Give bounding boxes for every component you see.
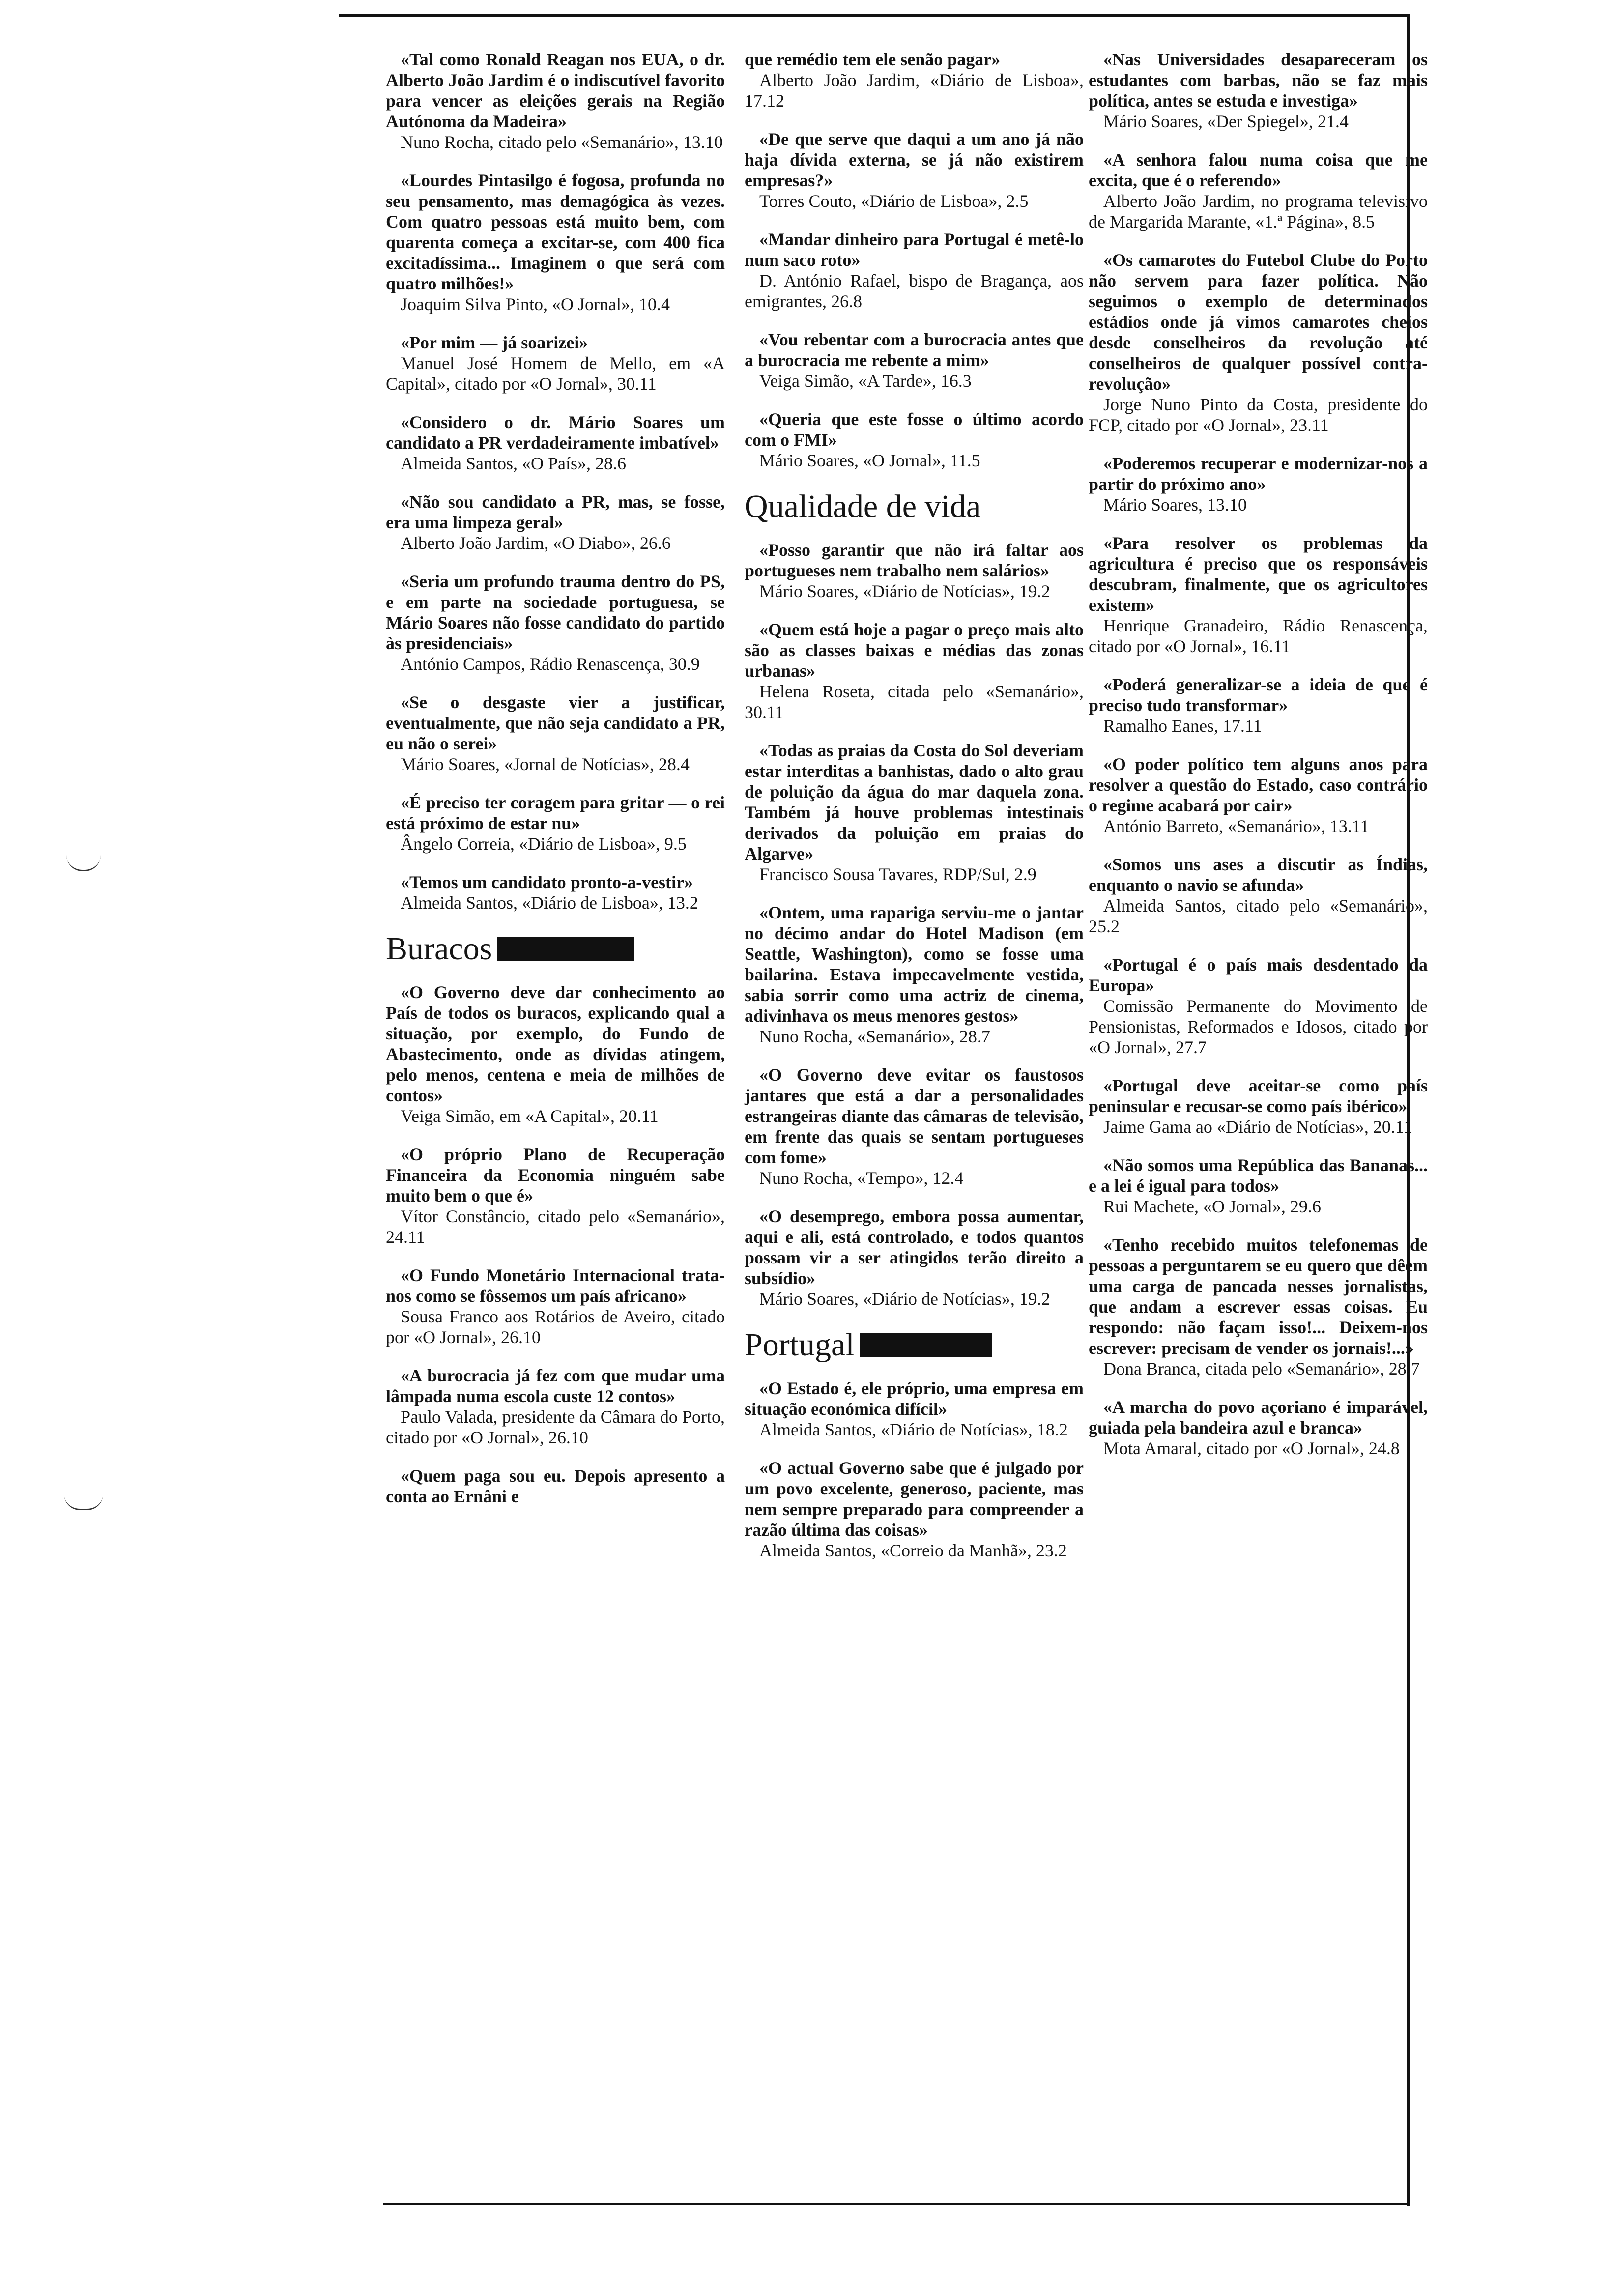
quote-item bbox=[1089, 533, 1428, 657]
quote-text: «Considero o dr. Mário Soares um candidato a PR verdadeiramente imbatível» bbox=[386, 412, 725, 453]
heading-bar bbox=[860, 1333, 992, 1357]
quote-source: Alberto João Jardim, «Diário de Lisboa», 17.12 bbox=[745, 70, 1084, 111]
quote-text: «Somos uns ases a discutir as Índias, enquanto o navio se afunda» bbox=[1089, 855, 1428, 895]
quote-item bbox=[745, 1206, 1084, 1309]
quote-item bbox=[745, 129, 1084, 211]
quote-text: «O próprio Plano de Recuperação Financeira da Economia ninguém sabe muito bem o que é» bbox=[386, 1145, 725, 1205]
quote-source: Joaquim Silva Pinto, «O Jornal», 10.4 bbox=[401, 294, 670, 314]
quote-item bbox=[1089, 954, 1428, 1058]
quote-source: Mário Soares, «Der Spiegel», 21.4 bbox=[1103, 112, 1349, 131]
quote-item bbox=[386, 692, 725, 775]
section-title: Qualidade de vida bbox=[745, 488, 981, 524]
quote-text: «Quem está hoje a pagar o preço mais alto são as classes baixas e médias das zonas urbanas» bbox=[745, 620, 1084, 681]
quote-item bbox=[386, 571, 725, 674]
quote-list bbox=[386, 982, 725, 1507]
quote-text: «Não sou candidato a PR, mas, se fosse, era uma limpeza geral» bbox=[386, 492, 725, 532]
quote-source: Veiga Simão, «A Tarde», 16.3 bbox=[759, 371, 972, 391]
quote-source: Vítor Constâncio, citado pelo «Semanário», 24.11 bbox=[386, 1206, 725, 1247]
quote-text: «A burocracia já fez com que mudar uma lâmpada numa escola custe 12 contos» bbox=[386, 1366, 725, 1406]
quote-source: Dona Branca, citada pelo «Semanário», 28.7 bbox=[1103, 1359, 1420, 1378]
quote-list bbox=[745, 1378, 1084, 1561]
quote-item bbox=[745, 619, 1084, 722]
quote-text: «O Fundo Monetário Internacional trata-nos como se fôssemos um país africano» bbox=[386, 1265, 725, 1306]
quote-item bbox=[1089, 453, 1428, 515]
bottom-rule bbox=[383, 2203, 1408, 2205]
quote-item bbox=[1089, 754, 1428, 836]
quote-text: «A senhora falou numa coisa que me excita, que é o referendo» bbox=[1089, 150, 1428, 190]
quote-source: António Barreto, «Semanário», 13.11 bbox=[1103, 816, 1369, 836]
section-heading-buracos bbox=[386, 931, 725, 967]
column-3 bbox=[1089, 49, 1428, 1476]
quote-text: «Não somos uma República das Bananas... e a lei é igual para todos» bbox=[1089, 1155, 1428, 1196]
quote-text: «Tenho recebido muitos telefonemas de pessoas a perguntarem se eu quero que dêem uma carga de pancada nesses jornalistas, que andam a escrever essas coisas. Eu respondo: não façam isso!... Deixem-nos escrever: precisam de vender os jornais!...» bbox=[1089, 1235, 1428, 1358]
quote-source: Almeida Santos, «Diário de Notícias», 18.2 bbox=[759, 1420, 1068, 1439]
quote-text: «O poder político tem alguns anos para resolver a questão do Estado, caso contrário o regime acabará por cair» bbox=[1089, 754, 1428, 815]
quote-item bbox=[745, 540, 1084, 602]
quote-item bbox=[745, 902, 1084, 1047]
section-title: Buracos bbox=[386, 931, 492, 967]
quote-source: Mário Soares, «O Jornal», 11.5 bbox=[759, 451, 980, 470]
quote-source: Nuno Rocha, «Semanário», 28.7 bbox=[759, 1027, 990, 1046]
section-heading-portugal bbox=[745, 1327, 1084, 1363]
quote-text: «Lourdes Pintasilgo é fogosa, profunda no seu pensamento, mas demagógica às vezes. Com quatro pessoas está muito bem, com quarenta começa a excitar-se, com 400 fica excitadíssima... Imaginem o que será com quatro milhões!» bbox=[386, 171, 725, 293]
quote-item bbox=[1089, 1234, 1428, 1379]
quote-text: «O Estado é, ele próprio, uma empresa em situação económica difícil» bbox=[745, 1378, 1084, 1419]
quote-source: Manuel José Homem de Mello, em «A Capital», citado por «O Jornal», 30.11 bbox=[386, 353, 725, 394]
quote-source: Almeida Santos, «O País», 28.6 bbox=[401, 454, 626, 473]
quote-list bbox=[745, 540, 1084, 1309]
quote-source: Comissão Permanente do Movimento de Pensionistas, Reformados e Idosos, citado por «O Jornal», 27.7 bbox=[1089, 996, 1428, 1057]
quote-source: Nuno Rocha, «Tempo», 12.4 bbox=[759, 1168, 964, 1188]
quote-source: Jaime Gama ao «Diário de Notícias», 20.11 bbox=[1103, 1117, 1412, 1137]
quote-item bbox=[386, 332, 725, 394]
quote-item bbox=[745, 49, 1084, 111]
quote-list bbox=[386, 49, 725, 913]
quote-source: Nuno Rocha, citado pelo «Semanário», 13.10 bbox=[401, 132, 723, 152]
quote-item bbox=[745, 1378, 1084, 1440]
quote-item bbox=[745, 740, 1084, 885]
quote-text: «Portugal deve aceitar-se como país peninsular e recusar-se como país ibérico» bbox=[1089, 1076, 1428, 1116]
quote-text: «Ontem, uma rapariga serviu-me o jantar no décimo andar do Hotel Madison (em Seattle, Washington), como se fosse uma bailarina. Estava impecavelmente vestida, sabia sorrir como uma actriz de cinema, adivinhava os meus menores gestos» bbox=[745, 903, 1084, 1026]
quote-source: Ângelo Correia, «Diário de Lisboa», 9.5 bbox=[401, 834, 687, 854]
top-rule bbox=[339, 14, 1410, 17]
quote-source: D. António Rafael, bispo de Bragança, aos emigrantes, 26.8 bbox=[745, 271, 1084, 311]
quote-text: «Poderá generalizar-se a ideia de que é preciso tudo transformar» bbox=[1089, 675, 1428, 715]
quote-text: «Mandar dinheiro para Portugal é metê-lo num saco roto» bbox=[745, 230, 1084, 270]
quote-text: «Posso garantir que não irá faltar aos portugueses nem trabalho nem salários» bbox=[745, 540, 1084, 580]
quote-item bbox=[386, 1265, 725, 1348]
quote-source: Ramalho Eanes, 17.11 bbox=[1103, 716, 1262, 736]
quote-source: Jorge Nuno Pinto da Costa, presidente do FCP, citado por «O Jornal», 23.11 bbox=[1089, 395, 1428, 435]
quote-item bbox=[386, 491, 725, 553]
quote-text: «Poderemos recuperar e modernizar-nos a partir do próximo ano» bbox=[1089, 454, 1428, 494]
quote-text: «A marcha do povo açoriano é imparável, guiada pela bandeira azul e branca» bbox=[1089, 1397, 1428, 1437]
quote-text: «Seria um profundo trauma dentro do PS, e em parte na sociedade portuguesa, se Mário Soares não fosse candidato do partido às presidenciais» bbox=[386, 572, 725, 653]
quote-item bbox=[386, 1144, 725, 1247]
quote-source: Torres Couto, «Diário de Lisboa», 2.5 bbox=[759, 191, 1029, 211]
quote-item bbox=[386, 1365, 725, 1448]
binding-mark bbox=[66, 855, 101, 871]
quote-item bbox=[386, 872, 725, 913]
quote-item bbox=[386, 49, 725, 152]
quote-item bbox=[386, 170, 725, 315]
quote-item bbox=[1089, 250, 1428, 435]
column-1 bbox=[386, 49, 725, 1524]
quote-text: «O Governo deve dar conhecimento ao País de todos os buracos, explicando qual a situação, por exemplo, do Fundo de Abastecimento, onde as dívidas atingem, pelo menos, centena e meia de milhões de contos» bbox=[386, 982, 725, 1105]
quote-text: «É preciso ter coragem para gritar — o rei está próximo de estar nu» bbox=[386, 793, 725, 833]
quote-source: Francisco Sousa Tavares, RDP/Sul, 2.9 bbox=[759, 864, 1036, 884]
quote-text: «Tal como Ronald Reagan nos EUA, o dr. Alberto João Jardim é o indiscutível favorito para vencer as eleições gerais na Região Autónoma da Madeira» bbox=[386, 50, 725, 131]
quote-source: Mário Soares, «Diário de Notícias», 19.2 bbox=[759, 1289, 1050, 1309]
quote-item bbox=[1089, 1155, 1428, 1217]
quote-item bbox=[745, 329, 1084, 391]
quote-source: Mota Amaral, citado por «O Jornal», 24.8 bbox=[1103, 1438, 1400, 1458]
quote-text: «Todas as praias da Costa do Sol deveriam estar interditas a banhistas, dado o alto grau de poluição da água do mar daquela zona. Também já houve problemas intestinais derivados da poluição em praias do Algarve» bbox=[745, 741, 1084, 863]
quote-source: Almeida Santos, «Diário de Lisboa», 13.2 bbox=[401, 893, 698, 913]
quote-text: «Por mim — já soarizei» bbox=[401, 333, 588, 352]
quote-text: «Se o desgaste vier a justificar, eventualmente, que não seja candidato a PR, eu não o serei» bbox=[386, 692, 725, 753]
quote-item bbox=[1089, 149, 1428, 232]
heading-bar bbox=[497, 937, 634, 961]
quote-text: «Quem paga sou eu. Depois apresento a conta ao Ernâni e bbox=[386, 1466, 725, 1506]
quote-item bbox=[745, 229, 1084, 312]
quote-source: Paulo Valada, presidente da Câmara do Porto, citado por «O Jornal», 26.10 bbox=[386, 1407, 725, 1447]
quote-item bbox=[1089, 674, 1428, 736]
quote-source: Helena Roseta, citada pelo «Semanário», 30.11 bbox=[745, 682, 1084, 722]
quote-source: Alberto João Jardim, «O Diabo», 26.6 bbox=[401, 533, 671, 553]
quote-list bbox=[1089, 49, 1428, 1459]
quote-text: «Temos um candidato pronto-a-vestir» bbox=[401, 872, 693, 892]
quote-list bbox=[745, 49, 1084, 471]
quote-source: Sousa Franco aos Rotários de Aveiro, citado por «O Jornal», 26.10 bbox=[386, 1307, 725, 1347]
quote-source: Rui Machete, «O Jornal», 29.6 bbox=[1103, 1197, 1321, 1216]
quote-source: Mário Soares, «Jornal de Notícias», 28.4 bbox=[401, 754, 690, 774]
quote-item bbox=[386, 982, 725, 1126]
quote-text: «Nas Universidades desapareceram os estudantes com barbas, não se faz mais política, antes se estuda e investiga» bbox=[1089, 50, 1428, 111]
quote-source: Mário Soares, «Diário de Notícias», 19.2 bbox=[759, 581, 1050, 601]
quote-item bbox=[745, 1458, 1084, 1561]
quote-source: Henrique Granadeiro, Rádio Renascença, citado por «O Jornal», 16.11 bbox=[1089, 616, 1428, 656]
quote-item bbox=[1089, 1075, 1428, 1137]
quote-text: «Para resolver os problemas da agricultura é preciso que os responsáveis descubram, finalmente, que os agricultores existem» bbox=[1089, 533, 1428, 615]
quote-source: Alberto João Jardim, no programa televisivo de Margarida Marante, «1.ª Página», 8.5 bbox=[1089, 191, 1428, 231]
section-heading-qualidade-de-vida bbox=[745, 488, 1084, 525]
quote-item bbox=[745, 409, 1084, 471]
quote-item bbox=[1089, 1397, 1428, 1459]
quote-text: «O actual Governo sabe que é julgado por um povo excelente, generoso, paciente, mas nem sempre preparado para compreender a razão última das coisas» bbox=[745, 1458, 1084, 1540]
quote-text: «Vou rebentar com a burocracia antes que a burocracia me rebente a mim» bbox=[745, 330, 1084, 370]
quote-item bbox=[745, 1064, 1084, 1188]
quote-text: «De que serve que daqui a um ano já não haja dívida externa, se já não existirem empresas?» bbox=[745, 129, 1084, 190]
section-title: Portugal bbox=[745, 1327, 855, 1363]
quote-source: Mário Soares, 13.10 bbox=[1103, 495, 1247, 515]
quote-item bbox=[386, 1465, 725, 1507]
quote-text: «Portugal é o país mais desdentado da Europa» bbox=[1089, 955, 1428, 995]
quote-source: Almeida Santos, citado pelo «Semanário», 25.2 bbox=[1089, 896, 1428, 936]
quote-item bbox=[386, 412, 725, 474]
quote-source: Veiga Simão, em «A Capital», 20.11 bbox=[401, 1106, 659, 1126]
binding-mark bbox=[64, 1494, 103, 1510]
quote-text: «Os camarotes do Futebol Clube do Porto não servem para fazer política. Não seguimos o exemplo de determinados estádios onde já vimos camarotes cheios desde conselheiros da revolução até conselheiros de qualquer possível contra-revolução» bbox=[1089, 250, 1428, 394]
quote-text: «O Governo deve evitar os faustosos jantares que está a dar a personalidades estrangeiras diante das câmaras de televisão, em frente das quais se sentam portugueses com fome» bbox=[745, 1065, 1084, 1167]
quote-text: «O desemprego, embora possa aumentar, aqui e ali, está controlado, e todos quantos possam vir a ser atingidos terão direito a subsídio» bbox=[745, 1206, 1084, 1288]
quote-item bbox=[1089, 854, 1428, 937]
quote-item bbox=[1089, 49, 1428, 132]
quote-text: «Queria que este fosse o último acordo com o FMI» bbox=[745, 409, 1084, 450]
quote-text: que remédio tem ele senão pagar» bbox=[745, 50, 1001, 69]
quote-source: António Campos, Rádio Renascença, 30.9 bbox=[401, 654, 700, 674]
column-2 bbox=[745, 49, 1084, 1578]
quote-source: Almeida Santos, «Correio da Manhã», 23.2 bbox=[759, 1541, 1067, 1560]
quote-item bbox=[386, 792, 725, 854]
